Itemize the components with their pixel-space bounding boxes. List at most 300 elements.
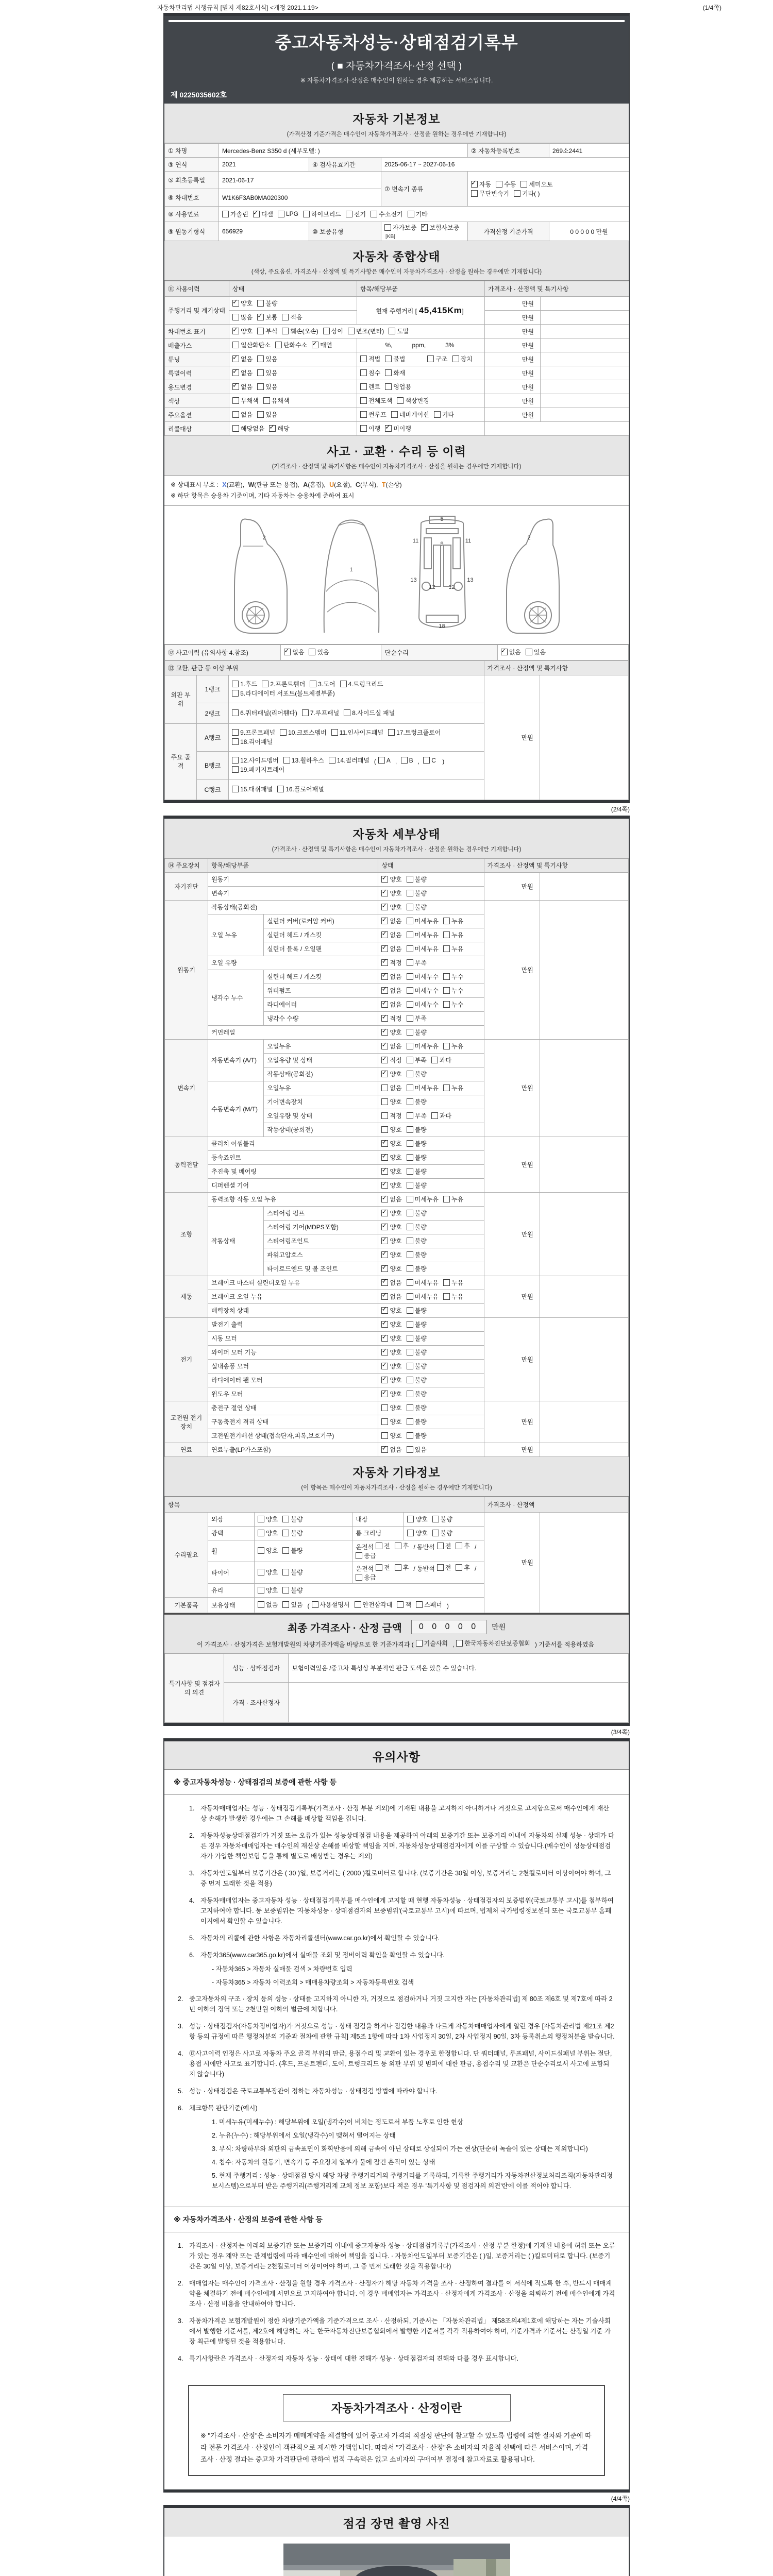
- checkbox-label: 양호: [390, 1237, 402, 1245]
- value-cell: [497, 645, 628, 660]
- caution-subitem: - 자동차365 > 자동차 실매물 검색 > 차량번호 입력: [212, 1965, 352, 1973]
- checkbox-unchecked: [407, 1014, 427, 1023]
- checkbox-unchecked: [407, 958, 427, 967]
- section-title: 자동차 기타정보: [352, 1465, 441, 1479]
- diagram-part-number: 13: [467, 577, 474, 583]
- section-note: (가격산정 기준가격은 매수인이 자동차가격조사 · 산정을 원하는 경우에만 기재합니다): [287, 131, 507, 138]
- diagram-part-number: 2: [262, 534, 266, 541]
- checkbox-label: 불량: [414, 903, 427, 911]
- checkbox-label: 불량: [440, 1515, 452, 1523]
- checkbox-icon: [323, 328, 330, 334]
- row-label: ⑤ 최초등록일: [165, 172, 219, 189]
- checkbox-icon: [257, 300, 264, 307]
- checkbox-unchecked: [282, 313, 302, 321]
- checkbox-label: 6.쿼터패널(리어휀다): [240, 709, 297, 717]
- checkbox-unchecked: [381, 1417, 401, 1426]
- final-price-unit: 만원: [492, 1623, 506, 1632]
- checkbox-checked: [381, 917, 401, 925]
- checkbox-unchecked: [432, 1529, 452, 1537]
- checkbox-label: 없음: [390, 917, 402, 925]
- row-label: 동력전달: [165, 1137, 208, 1192]
- checkbox-icon: [381, 1168, 388, 1175]
- col-price-note: 가격조사 · 산정액 및 특기사항: [484, 858, 628, 872]
- checkbox-label: 양호: [390, 1209, 402, 1217]
- checkbox-checked: [471, 180, 491, 189]
- checkbox-label: 없음: [390, 1001, 402, 1008]
- value-cell: 0 0 0 0 0 만원: [549, 222, 629, 241]
- checkbox-unchecked: [360, 382, 380, 391]
- checkbox-label: 미세누유: [414, 1293, 439, 1300]
- checkbox-icon: [407, 973, 413, 980]
- checkbox-label: 4.트렁크리드: [348, 681, 383, 688]
- value-cell: [229, 408, 357, 422]
- value-cell: 2021-06-17: [219, 172, 381, 189]
- value-cell: [378, 872, 484, 886]
- value-cell: [378, 1317, 484, 1331]
- value-cell: 시동 모터: [208, 1331, 378, 1345]
- value-cell: [378, 1234, 484, 1248]
- checkbox-unchecked: [407, 1139, 427, 1148]
- checkbox-label: 화재: [393, 369, 406, 377]
- value-cell: [378, 1039, 484, 1053]
- checkbox-unchecked: [443, 944, 463, 953]
- table-row: [165, 1653, 629, 1682]
- checkbox-label: 전: [384, 1542, 390, 1550]
- checkbox-label: 상이: [331, 328, 343, 335]
- checkbox-unchecked: [282, 1515, 303, 1523]
- caution-item-number: 3.: [178, 2022, 183, 2030]
- checkbox-label: 불량: [265, 300, 278, 307]
- checkbox-unchecked: [257, 327, 277, 335]
- checkbox-unchecked: [381, 1403, 401, 1412]
- table-row: [165, 1137, 629, 1150]
- checkbox-label: 불량: [414, 1126, 427, 1133]
- row-label: 수리필요: [165, 1512, 208, 1597]
- section-photos-header: [164, 2508, 629, 2536]
- checkbox-label: 네비게이션: [399, 411, 429, 418]
- checkbox-unchecked: [232, 785, 273, 793]
- checkbox-icon: [388, 729, 395, 736]
- value-cell: 656929: [219, 222, 309, 241]
- checkbox-unchecked: [416, 1639, 448, 1648]
- checkbox-checked: [381, 1195, 401, 1204]
- checkbox-unchecked: [258, 1546, 278, 1555]
- checkbox-icon: [356, 1574, 362, 1581]
- empty-cell: [540, 1443, 628, 1456]
- checkbox-label: 과다: [439, 1112, 451, 1120]
- caution-item-text: 가격조사 · 산정자는 아래의 보증기간 또는 보증거리 이내에 중고자동차 성능 · 상태점검기록부(가격조사 · 산정 부분 한정)에 기재된 내용에 허위 또는 오류가 있는 경우 계약 또는 관계법령에 따라 매수인에 대하여 책임을 집니다. · 자동차인도일부터 보증기간은 ( )일, 보증거리는 ( )킬로미터로 합니다. (보증기간은 30일 이상, 보증거리는 2천킬로미터 이상이어야 하며, 그 중 먼저 도래한 것을 적용합니다): [189, 2242, 615, 2270]
- checkbox-icon: [381, 1377, 388, 1383]
- checkbox-icon: [443, 987, 450, 994]
- value-cell: [378, 1095, 484, 1109]
- value-cell: [357, 366, 485, 380]
- checkbox-unchecked: [310, 680, 335, 688]
- section-overall-status-header: [164, 241, 629, 281]
- row-label: 변속기: [165, 1039, 208, 1137]
- checkbox-icon: [348, 328, 355, 334]
- status-symbol-legend: [164, 476, 629, 506]
- checkbox-label: 과다: [439, 1056, 451, 1064]
- checkbox-icon: [284, 649, 291, 655]
- checkbox-unchecked: [526, 648, 546, 656]
- value-cell: [357, 338, 485, 352]
- checkbox-label: 불량: [291, 1547, 303, 1555]
- checkbox-label: 양호: [390, 1320, 402, 1328]
- checkbox-unchecked: [407, 1097, 427, 1106]
- value-cell: 디퍼렌셜 기어: [208, 1178, 378, 1192]
- checkbox-label: 후: [464, 1564, 470, 1571]
- checkbox-icon: [443, 1196, 450, 1202]
- checkbox-label: 변조(변타): [356, 328, 384, 335]
- checkbox-icon: [407, 959, 413, 966]
- checkbox-icon: [282, 1530, 289, 1536]
- checkbox-label: 없음: [390, 1084, 402, 1092]
- checkbox-unchecked: [283, 756, 324, 765]
- price-unit-cell: 만원: [485, 338, 541, 352]
- value-cell: 룸 크리닝: [352, 1526, 404, 1540]
- checkbox-label: 누유: [451, 1279, 464, 1286]
- checkbox-checked: [312, 341, 332, 349]
- checkbox-label: 스패너: [424, 1601, 442, 1609]
- checkbox-icon: [407, 1043, 413, 1049]
- row-label: 단순수리: [381, 645, 497, 660]
- document-title-block: [164, 16, 629, 104]
- checkbox-icon: [407, 1530, 414, 1536]
- car-underbody-icon: [409, 514, 476, 637]
- value-cell: 구동축전지 격리 상태: [208, 1415, 378, 1429]
- value-cell: 실린더 헤드 / 개스킷: [264, 970, 378, 984]
- row-label: ⑨ 원동기형식: [165, 222, 219, 241]
- caution-item: [189, 1933, 615, 1943]
- value-cell: 기어변속장치: [264, 1095, 378, 1109]
- text-fragment: (교환),: [226, 481, 246, 488]
- checkbox-label: 해당: [277, 425, 290, 432]
- value-cell: [378, 1248, 484, 1262]
- checkbox-label: 해당없음: [241, 425, 265, 432]
- diagram-part-number: 18: [439, 623, 445, 630]
- checkbox-icon: [257, 383, 264, 390]
- checkbox-unchecked: [391, 410, 429, 419]
- checkbox-label: 없음: [390, 1446, 402, 1453]
- checkbox-unchecked: [407, 1209, 427, 1217]
- empty-cell: [541, 408, 629, 422]
- table-row: [165, 1512, 629, 1526]
- caution-item: [178, 2021, 615, 2042]
- checkbox-icon: [232, 690, 239, 697]
- checkbox-icon: [257, 355, 264, 362]
- checkbox-label: 양호: [390, 1334, 402, 1342]
- checkbox-unchecked: [257, 410, 277, 419]
- checkbox-checked: [381, 1042, 401, 1050]
- checkbox-icon: [378, 757, 385, 764]
- caution-item-text: 자동차365(www.car365.go.kr)에서 실매물 조회 및 정비이력 확인을 확인할 수 있습니다.: [200, 1951, 445, 1959]
- table-row: [165, 338, 629, 352]
- checkbox-unchecked: [407, 1529, 427, 1537]
- checkbox-unchecked: [407, 1445, 427, 1454]
- checkbox-label: 훼손(오손): [290, 328, 318, 335]
- row-label: 특별이력: [165, 366, 229, 380]
- cautions-subtitle-2: ※ 자동차가격조사 · 산정의 보증에 관한 사항 등: [164, 2207, 629, 2232]
- checkbox-icon: [407, 1321, 413, 1328]
- checkbox-unchecked: [443, 1278, 463, 1287]
- caution-item-number: 3.: [178, 2317, 183, 2325]
- value-cell: [378, 1331, 484, 1345]
- checkbox-icon: [407, 1057, 413, 1063]
- diagram-part-number: 1: [349, 566, 353, 573]
- empty-cell: [540, 1512, 628, 1613]
- checkbox-label: 탄화수소: [283, 342, 308, 349]
- checkbox-unchecked: [407, 1278, 439, 1287]
- checkbox-icon: [258, 1569, 264, 1575]
- empty-cell: [540, 1039, 628, 1137]
- checkbox-unchecked: [232, 689, 335, 698]
- checkbox-icon: [381, 1307, 388, 1314]
- checkbox-unchecked: [258, 1568, 278, 1577]
- checkbox-checked: [381, 1389, 401, 1398]
- empty-cell: [541, 325, 629, 338]
- checkbox-icon: [360, 355, 367, 362]
- table-row: [165, 408, 629, 422]
- checkbox-icon: [381, 1057, 388, 1063]
- checkbox-unchecked: [407, 1153, 427, 1162]
- checkbox-icon: [407, 1015, 413, 1022]
- checkbox-unchecked: [407, 903, 427, 911]
- value-cell: W1K6F3AB0MA020300: [219, 189, 381, 207]
- checkbox-icon: [381, 1265, 388, 1272]
- checkbox-checked: [381, 1362, 401, 1370]
- checkbox-label: 불량: [414, 1404, 427, 1412]
- checkbox-label: 양호: [241, 300, 253, 307]
- checkbox-icon: [232, 342, 239, 348]
- checkbox-icon: [371, 211, 377, 217]
- empty-cell: [540, 872, 628, 900]
- checkbox-label: 양호: [390, 1140, 402, 1147]
- price-unit-cell: 만원: [484, 1276, 540, 1317]
- checkbox-unchecked: [303, 210, 341, 218]
- text-fragment: ) 기준서를 적용하였음: [534, 1640, 594, 1648]
- checkbox-unchecked: [443, 1042, 463, 1050]
- checkbox-icon: [257, 314, 264, 320]
- checkbox-label: 있음: [414, 1446, 427, 1453]
- value-cell: 수동변속기 (M/T): [208, 1081, 264, 1137]
- checkbox-checked: [421, 223, 459, 232]
- checkbox-icon: [381, 1140, 388, 1147]
- checkbox-checked: [232, 299, 253, 308]
- checkbox-unchecked: [437, 1541, 451, 1550]
- checkbox-label: 침수: [368, 369, 381, 377]
- row-label: 색상: [165, 394, 229, 408]
- column-header: 가격조사 · 산정액: [484, 1497, 628, 1512]
- checkbox-icon: [437, 1564, 444, 1571]
- checkbox-checked: [381, 875, 401, 884]
- checkbox-unchecked: [344, 708, 395, 717]
- checkbox-icon: [381, 1015, 388, 1022]
- value-cell: [378, 1415, 484, 1429]
- checkbox-icon: [407, 918, 413, 924]
- value-cell: [378, 1081, 484, 1095]
- checkbox-icon: [277, 786, 284, 792]
- value-cell: 발전기 출력: [208, 1317, 378, 1331]
- checkbox-icon: [501, 649, 508, 655]
- checkbox-icon: [385, 369, 392, 376]
- checkbox-label: 양호: [390, 1251, 402, 1259]
- checkbox-label: 양호: [390, 1265, 402, 1273]
- checkbox-label: 미세누수: [414, 1001, 439, 1008]
- caution-subitem: 5. 현재 주행거리 : 성능 · 상태점검 당시 해당 차량 주행거리계의 주행거리를 기록하되, 기록한 주행거리가 자동차전산정보처리조직(자동차관리정보시스템)으로부터 받은 주행거리(주행거리계 교체 정보 포함)보다 적은 경우 '특기사항 및 점검자의 의견'란에 이를 적어야 합니다.: [212, 2172, 613, 2190]
- car-top-front-view: [318, 514, 385, 637]
- section-note: (가격조사 · 산정액 및 특기사항은 매수인이 자동차가격조사 · 산정을 원하는 경우에만 기재합니다): [272, 464, 522, 470]
- table-row: [165, 660, 629, 675]
- text-fragment: ): [440, 758, 445, 766]
- value-cell: 윈도우 모터: [208, 1387, 378, 1401]
- row-label: C랭크: [197, 779, 229, 800]
- value-cell: 냉각수 누수: [208, 970, 264, 1025]
- checkbox-unchecked: [360, 354, 380, 363]
- caution-item-text: 자동차매매업자는 성능 · 상태점검기록부(가격조사 · 산정 부분 제외)에 기재된 내용을 고지하지 아니하거나 거짓으로 고지함으로써 매수인에게 재산상 손해가 발생한 경우에는 그 손해를 배상할 책임을 집니다.: [200, 1804, 610, 1822]
- value-cell: [378, 1178, 484, 1192]
- checkbox-label: 불량: [414, 1307, 427, 1314]
- checkbox-icon: [376, 1543, 382, 1549]
- checkbox-icon: [257, 328, 264, 334]
- price-unit-cell: 만원: [484, 1401, 540, 1443]
- column-header: 가격조사 · 산정액 및 특기사항: [485, 281, 629, 297]
- checkbox-checked: [381, 1292, 401, 1301]
- text-fragment: ,: [417, 758, 422, 766]
- final-price-label: 최종 가격조사 · 산정 금액: [287, 1622, 402, 1634]
- etc-info-table: [164, 1497, 629, 1613]
- checkbox-label: 18.리어패널: [240, 738, 273, 746]
- checkbox-checked: [381, 958, 401, 967]
- table-row: [165, 222, 629, 241]
- checkbox-icon: [381, 904, 388, 910]
- checkbox-icon: [232, 729, 239, 736]
- checkbox-label: 하이브리드: [311, 210, 341, 218]
- caution-item: [189, 1950, 615, 1960]
- checkbox-icon: [385, 355, 392, 362]
- table-row: [165, 297, 629, 311]
- price-unit-cell: 만원: [485, 408, 541, 422]
- caution-item-text: 특기사항란은 가격조사 · 산정자의 자동차 성능 · 상태에 대한 견해가 성능 · 상태점검자의 견해와 다를 경우 표시합니다.: [189, 2354, 519, 2362]
- checkbox-unchecked: [437, 1563, 451, 1572]
- damage-symbol: X: [222, 481, 227, 488]
- checkbox-label: 불량: [414, 1098, 427, 1106]
- checkbox-icon: [431, 1057, 438, 1063]
- checkbox-label: 불량: [414, 1334, 427, 1342]
- price-unit-cell: 만원: [484, 872, 540, 900]
- value-cell: 유리: [208, 1583, 255, 1597]
- table-row: [165, 900, 629, 914]
- checkbox-unchecked: [282, 1529, 303, 1537]
- section-cautions-header: [164, 1741, 629, 1770]
- checkbox-icon: [407, 1182, 413, 1189]
- checkbox-icon: [443, 1043, 450, 1049]
- value-cell: [352, 1540, 484, 1562]
- section-detail-status-header: [164, 819, 629, 858]
- damage-symbol: A: [303, 481, 308, 488]
- empty-cell: [485, 422, 629, 436]
- value-cell: [229, 338, 357, 352]
- row-label: 외판 부위: [165, 675, 197, 723]
- basic-info-table: [164, 143, 629, 241]
- row-label: 주요 골격: [165, 723, 197, 800]
- checkbox-label: 불량: [414, 1209, 427, 1217]
- caution-item-number: 2.: [178, 1995, 183, 2003]
- checkbox-icon: [407, 1349, 413, 1355]
- caution-item-number: 2.: [189, 1832, 195, 1839]
- checkbox-unchecked: [407, 1403, 427, 1412]
- diagram-part-number: 11: [412, 537, 419, 544]
- value-cell: [378, 1137, 484, 1150]
- checkbox-checked: [381, 1014, 401, 1023]
- checkbox-unchecked: [443, 917, 463, 925]
- text-fragment: 현재 주행거리 [: [376, 307, 417, 315]
- table-row: [165, 1682, 629, 1722]
- checkbox-label: 전: [384, 1564, 390, 1571]
- value-cell: 연료누출(LP가스포함): [208, 1443, 378, 1456]
- checkbox-unchecked: [385, 368, 405, 377]
- value-cell: [229, 380, 357, 394]
- value-cell: [219, 207, 629, 222]
- value-cell: 스티어링조인트: [264, 1234, 378, 1248]
- value-cell: [357, 394, 485, 408]
- checkbox-label: 양호: [390, 1028, 402, 1036]
- checkbox-icon: [258, 1587, 264, 1594]
- text-fragment: ]: [462, 307, 464, 315]
- checkbox-icon: [269, 425, 276, 432]
- checkbox-label: 7.루프패널: [310, 709, 340, 717]
- value-cell: 2021: [219, 158, 309, 172]
- checkbox-label: 없음: [241, 369, 253, 377]
- price-unit-cell: 만원: [485, 297, 541, 311]
- price-unit-cell: 만원: [485, 366, 541, 380]
- checkbox-label: 있음: [265, 383, 278, 391]
- value-cell: 변속기: [208, 886, 378, 900]
- empty-cell: [540, 1401, 628, 1443]
- row-label: 연료: [165, 1443, 208, 1456]
- checkbox-label: 없음: [390, 945, 402, 953]
- checkbox-label: 양호: [390, 1404, 402, 1412]
- caution-item-text: 자동차성능상태점검자가 거짓 또는 오류가 있는 성능상태점검 내용을 제공하여 아래의 보증기간 또는 보증거리 이내에 자동차의 실제 성능 · 상태가 다른 경우 자동차매매업자는 매수인의 재산상 손해를 배상할 책임을 지며, 자동차성능상태점검자에게 이를 구상할 수 있습니다.(매수인이 성능상태점검자가 가입한 책임보험 등을 통해 별도로 배상받는 경우는 제외): [200, 1832, 615, 1860]
- table-row: [165, 158, 629, 172]
- checkbox-label: 양호: [415, 1529, 428, 1537]
- checkbox-unchecked: [407, 1042, 439, 1050]
- checkbox-checked: [269, 424, 289, 433]
- value-cell: [352, 1562, 484, 1583]
- checkbox-unchecked: [423, 757, 436, 764]
- checkbox-icon: [232, 328, 239, 334]
- text-fragment: (흠집),: [308, 481, 328, 488]
- value-cell: [378, 1053, 484, 1067]
- checkbox-label: 전: [445, 1542, 451, 1550]
- checkbox-unchecked: [381, 1111, 401, 1120]
- checkbox-checked: [257, 313, 277, 321]
- sheet-1: [163, 13, 630, 803]
- checkbox-checked: [381, 1348, 401, 1357]
- caution-item: [189, 1803, 615, 1824]
- checkbox-icon: [381, 1418, 388, 1425]
- checkbox-label: 세미오토: [529, 180, 553, 188]
- caution-subitem: - 자동차365 > 자동차 이력조회 > 매매용차량조회 > 자동차등록번호 검색: [212, 1978, 414, 1986]
- checkbox-icon: [407, 1404, 413, 1411]
- price-survey-definition-box: [188, 2385, 605, 2476]
- checkbox-label: 미세누수: [414, 973, 439, 980]
- checkbox-unchecked: [356, 1573, 376, 1582]
- car-underbody-view: [409, 514, 476, 637]
- value-cell: 오일유량 및 상태: [264, 1053, 378, 1067]
- value-cell: [378, 886, 484, 900]
- page-number-1: (1/4쪽): [702, 4, 721, 11]
- checkbox-icon: [456, 1543, 462, 1549]
